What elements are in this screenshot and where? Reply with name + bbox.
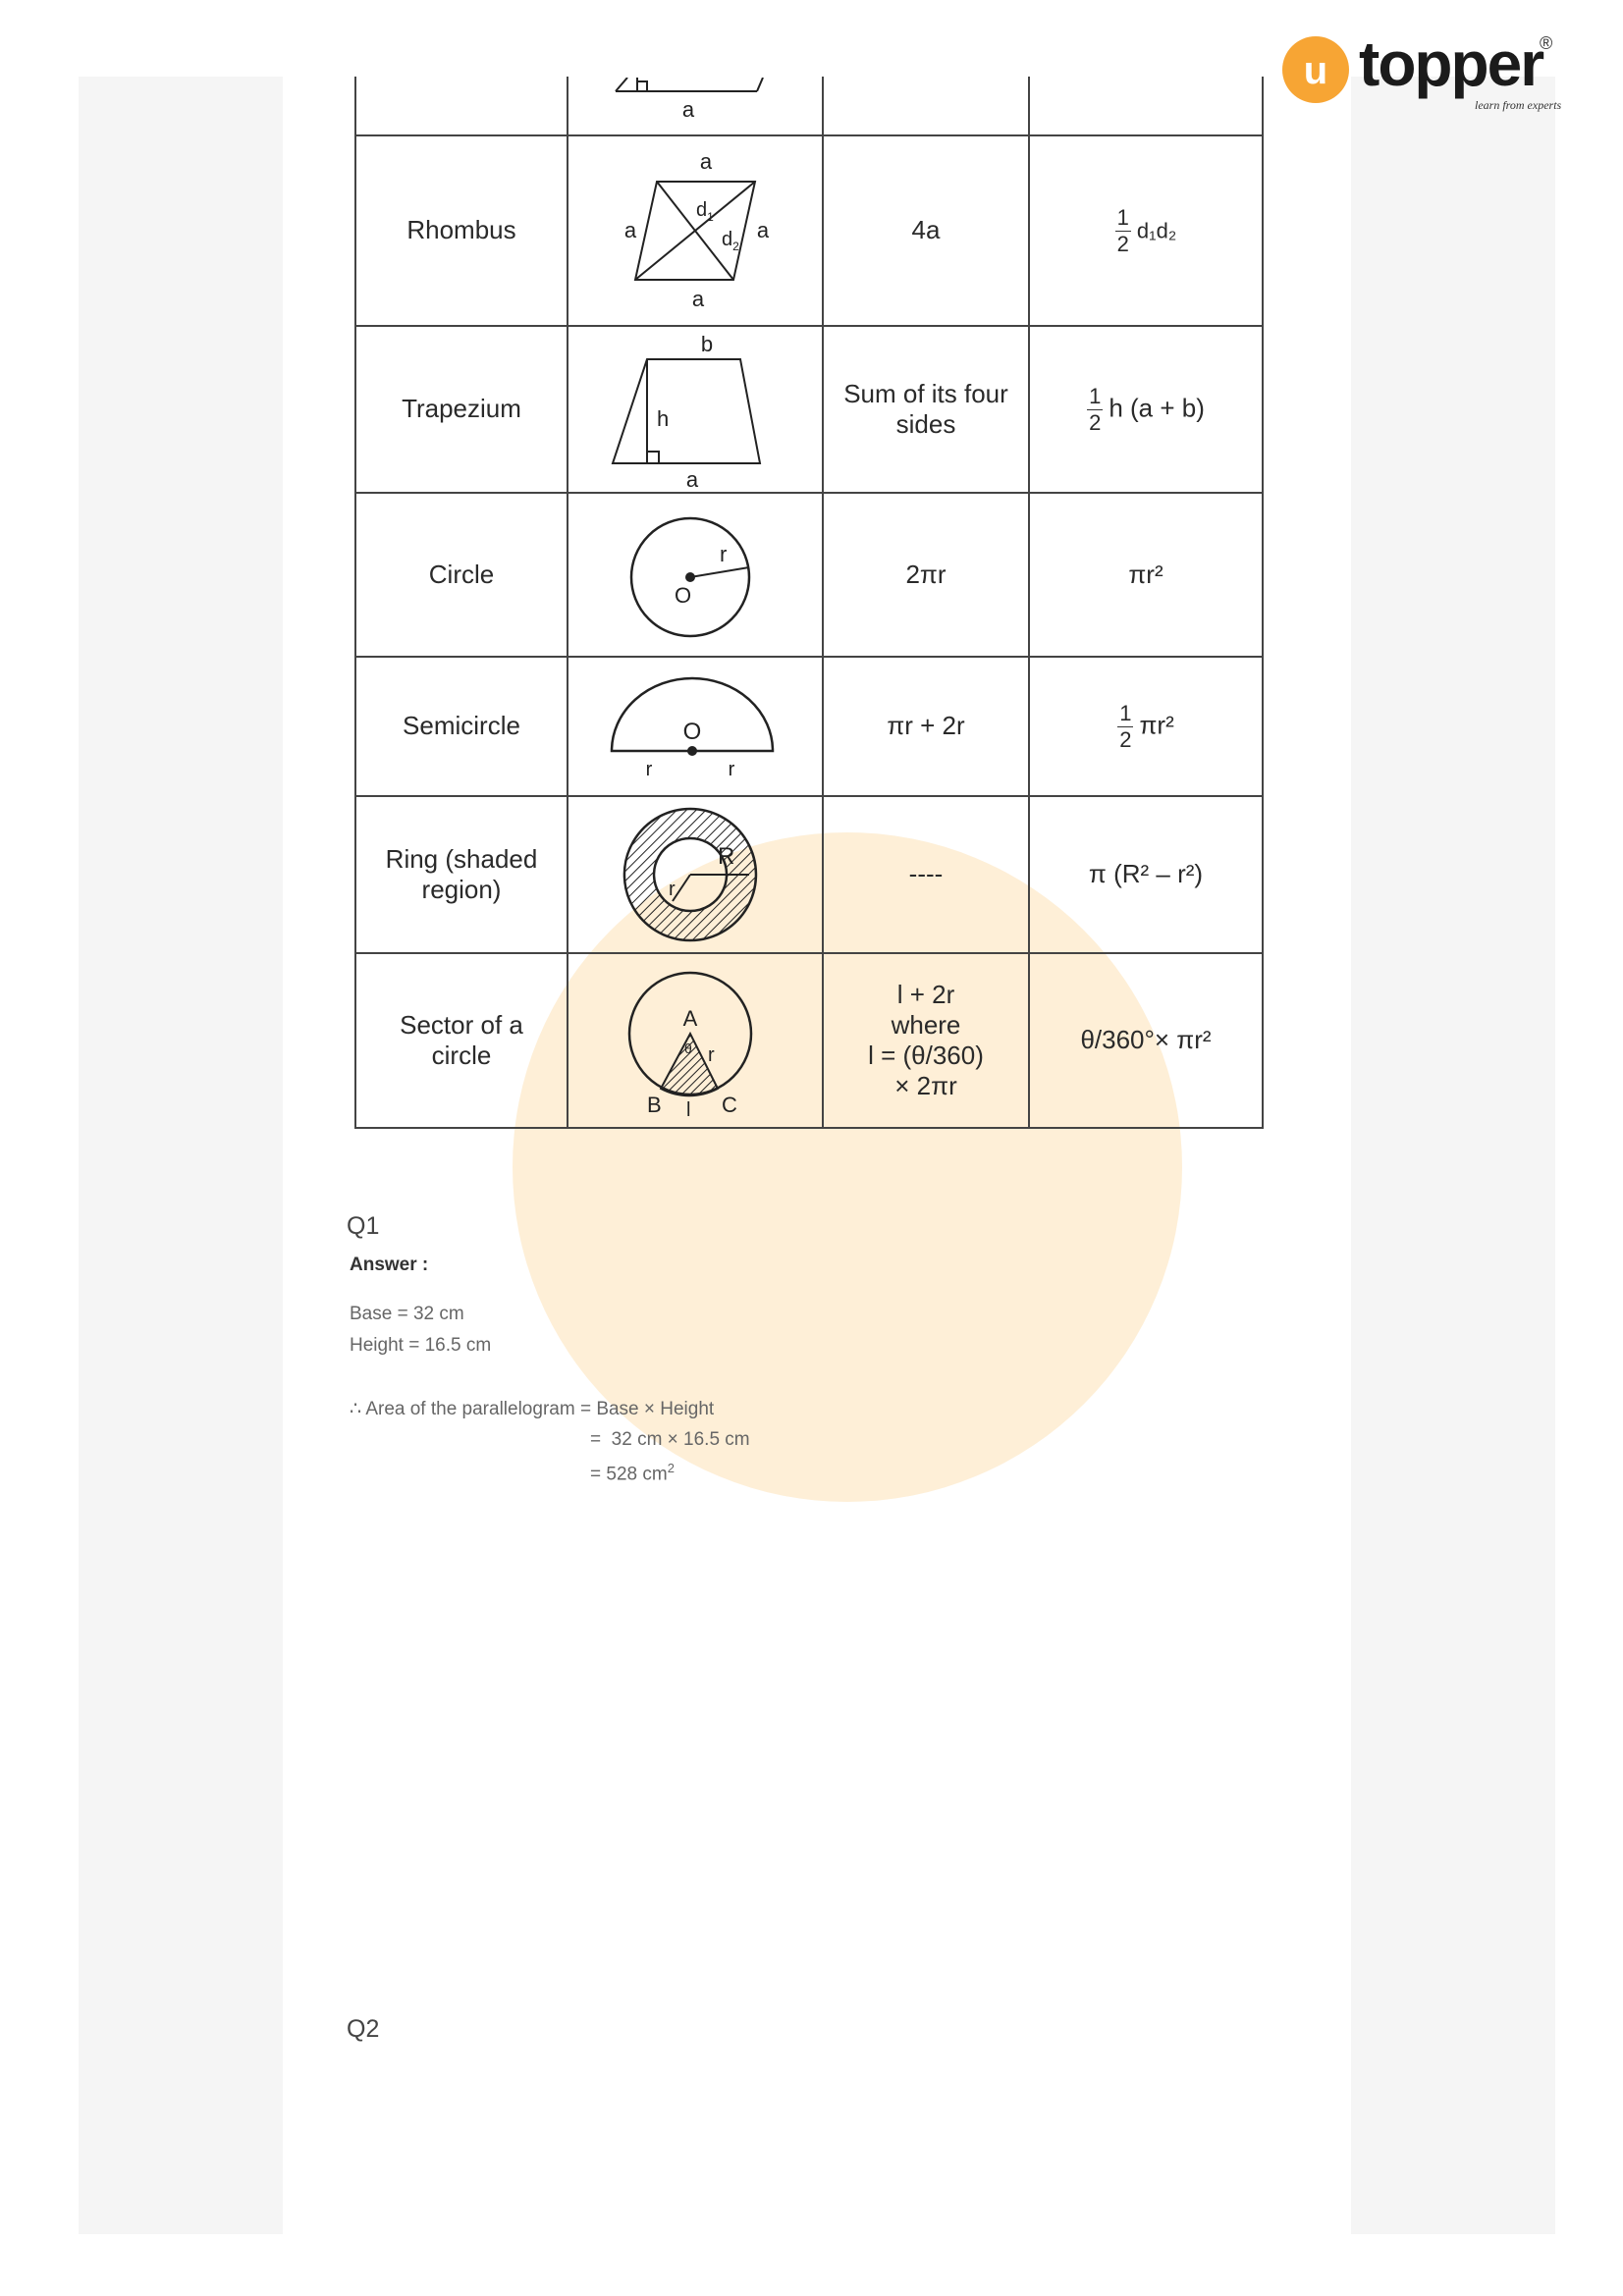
svg-text:d2: $d_2$ (722, 229, 739, 253)
svg-text:a: a (623, 218, 637, 242)
table-row (355, 953, 1263, 1128)
question-label: Q2 (347, 2015, 380, 2043)
brand-name: topper (1359, 28, 1543, 99)
svg-text:R: R (718, 843, 735, 870)
table-row (355, 796, 1263, 953)
shape-name: Trapezium (355, 326, 568, 493)
svg-text:a: a (756, 218, 770, 242)
shape-name: Semicircle (355, 657, 568, 796)
shape-name: Rhombus (355, 135, 568, 326)
svg-text:l: l (686, 1099, 691, 1121)
svg-text:a: a (699, 149, 713, 174)
svg-text:r: r (728, 759, 735, 780)
area-cell: $\frac{1}{2}$ d₁d₂ (1029, 135, 1263, 326)
table-row (355, 135, 1263, 326)
fraction: $\frac{1}{2}$ (1119, 700, 1132, 752)
logo-letter: u (1303, 49, 1328, 92)
shape-name: Sector of a circle (355, 953, 568, 1128)
table-row (355, 326, 1263, 493)
ring-figure (568, 801, 822, 948)
svg-text:b: b (700, 332, 714, 356)
registered-mark: ® (1540, 33, 1553, 53)
answer-line: = 528 $cm^2$ (590, 1461, 675, 1485)
table-row (355, 657, 1263, 796)
area-cell: πr² (1029, 493, 1263, 657)
perimeter-cell: πr + 2r (823, 657, 1029, 796)
sector-figure (568, 957, 822, 1124)
svg-text:r: r (669, 879, 676, 900)
table-row (355, 77, 1263, 135)
fraction: $\frac{1}{2}$ (1089, 383, 1102, 435)
right-gutter (1351, 77, 1555, 2234)
svg-text:h: h (657, 406, 670, 431)
fraction: $\frac{1}{2}$ (1116, 204, 1129, 256)
table-row (355, 493, 1263, 657)
logo-mark-icon (1282, 36, 1349, 103)
perimeter-cell: Sum of its four sides (823, 326, 1029, 493)
svg-text:O: O (682, 719, 702, 745)
svg-text:O: O (675, 582, 692, 608)
brand-logo (1282, 28, 1567, 122)
svg-text:A: A (682, 1006, 698, 1031)
perimeter-cell: 4a (823, 135, 1029, 326)
semicircle-figure (568, 663, 822, 790)
svg-text:d1: $d_1$ (696, 199, 714, 224)
svg-text:B: B (647, 1093, 662, 1117)
left-gutter (79, 77, 283, 2234)
svg-text:r: r (645, 759, 653, 780)
svg-text:a: a (691, 287, 705, 311)
shape-name: Ring (shaded region) (355, 796, 568, 953)
area-cell: $\frac{1}{2}$ h (a + b) (1029, 326, 1263, 493)
trapezium-figure (568, 328, 822, 491)
area-cell: $\frac{1}{2}$ πr² (1029, 657, 1263, 796)
brand-tagline: learn from experts (1475, 98, 1562, 112)
answer-line: = 32 cm × 16.5 cm (590, 1429, 750, 1450)
circle-figure (568, 497, 822, 654)
rhombus-figure (568, 147, 822, 314)
area-cell: θ/360°× πr² (1029, 953, 1263, 1128)
answer-line: Height = 16.5 cm (350, 1335, 492, 1356)
shape-name: Circle (355, 493, 568, 657)
perimeter-cell: 2πr (823, 493, 1029, 657)
answer-line: Base = 32 cm (350, 1304, 464, 1324)
perimeter-cell: ---- (823, 796, 1029, 953)
area-cell: π (R² – r²) (1029, 796, 1263, 953)
svg-text:a: a (685, 467, 699, 491)
answer-heading: Answer : (350, 1255, 429, 1275)
parallelogram-figure (568, 78, 822, 134)
svg-text:r: r (720, 541, 728, 566)
answer-line: ∴ Area of the parallelogram = Base × Height (350, 1399, 715, 1419)
perimeter-cell: l + 2r where l = (θ/360) × 2πr (823, 953, 1029, 1128)
fig-label: a (681, 96, 695, 122)
svg-text:C: C (722, 1093, 737, 1117)
svg-text:θ: θ (684, 1041, 692, 1056)
question-label: Q1 (347, 1212, 380, 1240)
mensuration-formula-table (354, 77, 1264, 1129)
svg-text:r: r (708, 1044, 715, 1066)
